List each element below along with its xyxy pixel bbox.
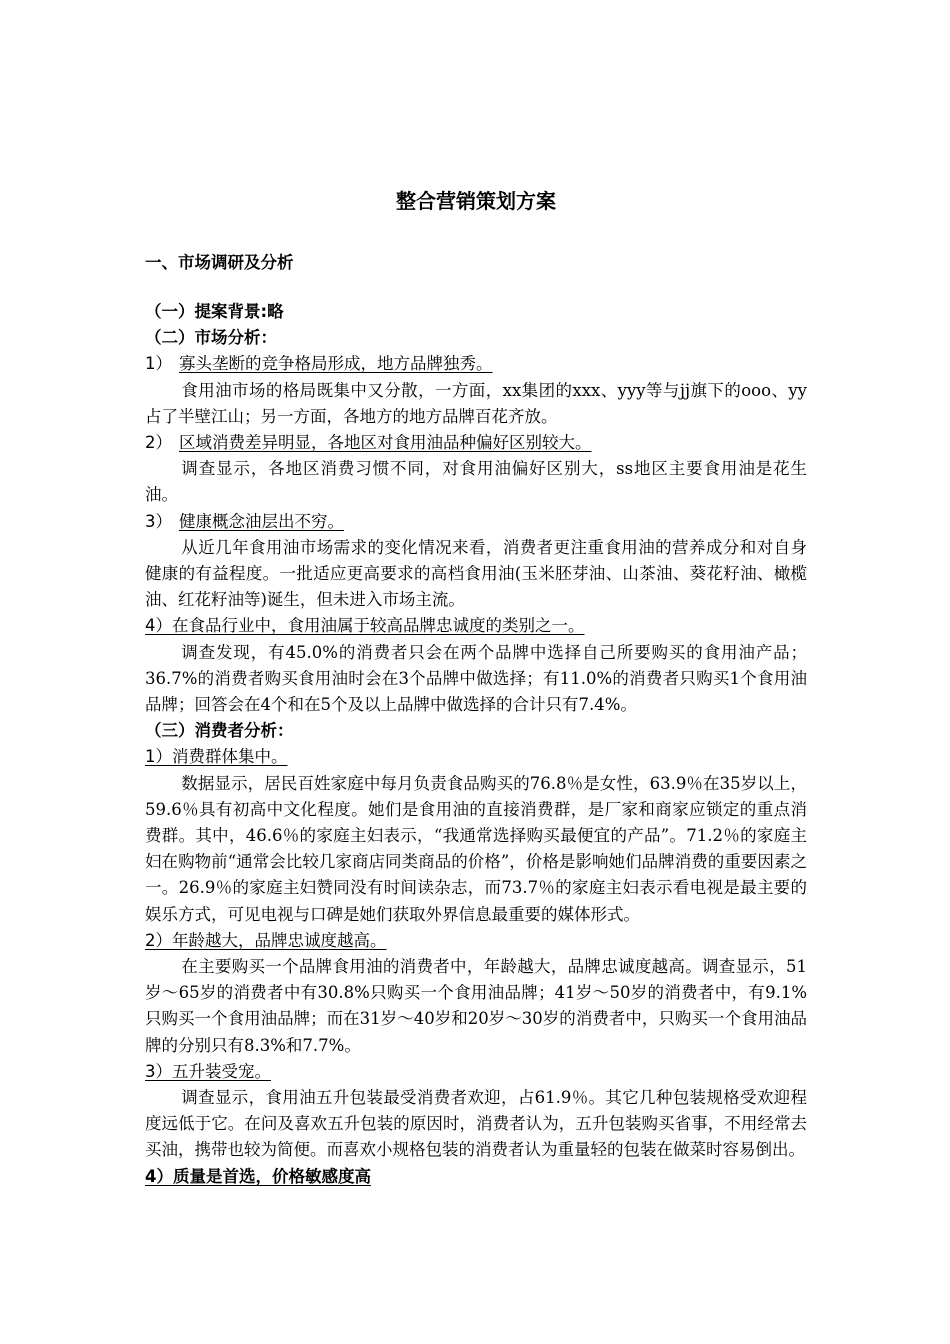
market-point-3-body: 从近几年食用油市场需求的变化情况来看，消费者更注重食用油的营养成分和对自身健康的有益程度。一批适应更高要求的高档食用油(玉米胚芽油、山茶油、葵花籽油、橄榄油、红花籽油等)诞生，但未进入市场主流。	[145, 537, 807, 610]
consumer-point-1-body: 数据显示，居民百姓家庭中每月负责食品购买的76.8％是女性，63.9％在35岁以上，59.6％具有初高中文化程度。她们是食用油的直接消费群，是厂家和商家应锁定的重点消费群。其中，46.6％的家庭主妇表示，“我通常选择购买最便宜的产品”。71.2％的家庭主妇在购物前“通常会比较几家商店同类商品的价格”，价格是影响她们品牌消费的重要因素之一。26.9％的家庭主妇赞同没有时间读杂志，而73.7％的家庭主妇表示看电视是最主要的娱乐方式，可见电视与口碑是她们获取外界信息最重要的媒体形式。	[145, 773, 807, 924]
consumer-point-4-heading: 4）质量是首选，价格敏感度高	[145, 1166, 371, 1186]
market-point-2-body: 调查显示，各地区消费习惯不同，对食用油偏好区别大，ss地区主要食用油是花生油。	[145, 459, 807, 505]
subheading-consumer-analysis: （三）消费者分析：	[145, 721, 294, 741]
subheading-background: （一）提案背景:略	[145, 302, 284, 321]
market-point-1-heading	[145, 351, 807, 377]
document-body	[145, 299, 807, 1190]
subheading-market-analysis: （二）市场分析：	[145, 328, 277, 348]
market-point-1-body: 食用油市场的格局既集中又分散，一方面，xx集团的xxx、yyy等与jj旗下的ooo、yy占了半壁江山；另一方面，各地方的地方品牌百花齐放。	[145, 380, 807, 426]
market-point-2-title: 区域消费差异明显，各地区对食用油品种偏好区别较大。	[179, 432, 592, 452]
market-point-4-heading: 4）在食品行业中，食用油属于较高品牌忠诚度的类别之一。	[145, 616, 585, 636]
market-point-2-heading	[145, 430, 807, 456]
section-heading-market-research: 一、市场调研及分析	[145, 253, 294, 272]
market-point-1-number: 1）	[145, 354, 172, 374]
market-point-1-title: 寡头垄断的竞争格局形成，地方品牌独秀。	[179, 354, 493, 374]
consumer-point-2-body: 在主要购买一个品牌食用油的消费者中，年龄越大，品牌忠诚度越高。调查显示，51岁～65岁的消费者中有30.8%只购买一个食用油品牌；41岁～50岁的消费者中，有9.1%只购买一个食用油品牌；而在31岁～40岁和20岁～30岁的消费者中，只购买一个食用油品牌的分别只有8.3%和7.7%。	[145, 956, 807, 1055]
market-point-3-title: 健康概念油层出不穷。	[179, 511, 344, 531]
consumer-point-3-body: 调查显示，食用油五升包装最受消费者欢迎，占61.9％。其它几种包装规格受欢迎程度远低于它。在问及喜欢五升包装的原因时，消费者认为，五升包装购买省事，不用经常去买油，携带也较为简便。而喜欢小规格包装的消费者认为重量轻的包装在做菜时容易倒出。	[145, 1087, 807, 1160]
market-point-2-number: 2）	[145, 432, 172, 452]
consumer-point-1-heading: 1）消费群体集中。	[145, 747, 288, 767]
market-point-4-body: 调查发现，有45.0%的消费者只会在两个品牌中选择自己所要购买的食用油产品；36.7%的消费者购买食用油时会在3个品牌中做选择；有11.0%的消费者只购买1个食用油品牌；回答会在4个和在5个及以上品牌中做选择的合计只有7.4%。	[145, 642, 807, 714]
consumer-point-2-heading: 2）年龄越大，品牌忠诚度越高。	[145, 930, 387, 950]
consumer-point-3-heading: 3）五升装受宠。	[145, 1061, 271, 1081]
document-title: 整合营销策划方案	[396, 189, 556, 213]
market-point-3-number: 3）	[145, 511, 172, 531]
market-point-3-heading	[145, 509, 807, 535]
